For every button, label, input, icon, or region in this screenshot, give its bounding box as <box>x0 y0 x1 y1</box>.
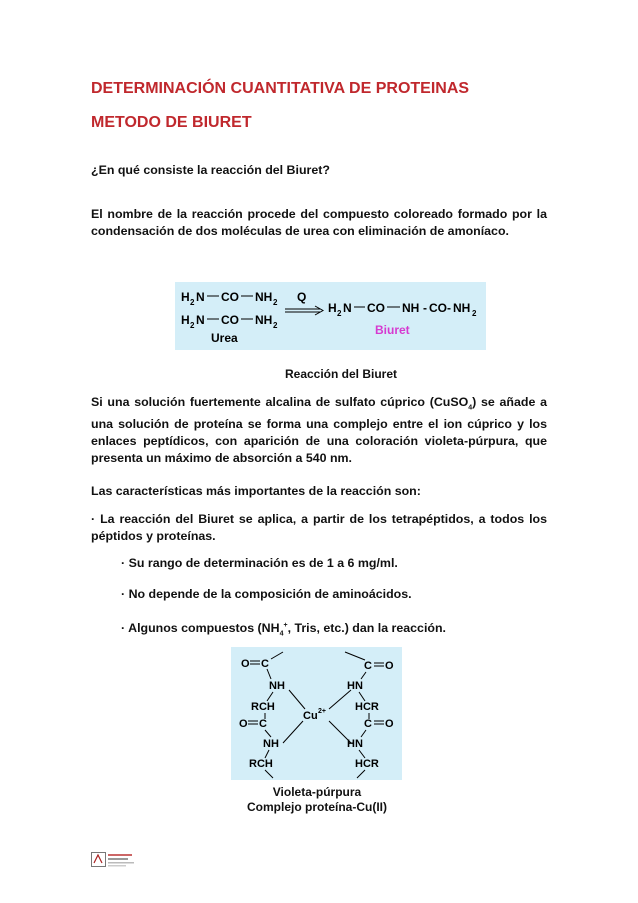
complex-svg <box>231 647 402 780</box>
bullet-4-part2: , Tris, etc.) dan la reacción. <box>287 621 446 636</box>
p-h-sub: 2 <box>337 309 342 318</box>
p-nh: NH <box>402 301 420 315</box>
bond <box>359 692 365 701</box>
hcr-2: HCR <box>355 758 379 770</box>
nh-1: NH <box>269 680 285 692</box>
coordination-bond <box>329 690 351 709</box>
nh-2: NH <box>263 738 279 750</box>
copper-complex-diagram <box>231 647 402 780</box>
p-co2: CO <box>429 301 447 315</box>
complex-caption <box>217 785 417 815</box>
p-co1: CO <box>367 301 385 315</box>
bond <box>265 750 269 758</box>
o-4: O <box>385 718 394 730</box>
p-n: N <box>343 301 352 315</box>
hn-2: HN <box>347 738 363 750</box>
r1-h-sub: 2 <box>190 298 195 307</box>
bullet-3 <box>121 586 412 603</box>
r1-h: H <box>181 290 190 304</box>
reaction-caption: Reacción del Biuret <box>284 367 398 381</box>
cu-atom: Cu <box>303 710 318 722</box>
o-2: O <box>239 718 248 730</box>
c-1: C <box>261 658 269 670</box>
bullet-icon: · <box>91 512 96 526</box>
bond <box>361 730 366 737</box>
p2-part1: Si una solución fuertemente alcalina de sulfato cúprico (CuSO <box>91 395 469 409</box>
r2-h-sub: 2 <box>190 321 195 330</box>
reaction-svg <box>175 282 486 350</box>
bullet-1 <box>91 511 547 545</box>
page-subtitle: METODO DE BIURET <box>91 114 252 131</box>
r1-co: CO <box>221 290 239 304</box>
bond <box>361 672 366 679</box>
hn-1: HN <box>347 680 363 692</box>
bond <box>357 770 365 778</box>
p-nh2: NH <box>453 301 471 315</box>
o-1: O <box>241 658 250 670</box>
r1-nh: NH <box>255 290 273 304</box>
p-nh2-sub: 2 <box>472 309 477 318</box>
bond <box>267 692 273 701</box>
c-3: C <box>364 660 372 672</box>
bullet-4-sub: 4 <box>279 630 284 638</box>
footer-logo <box>91 851 151 869</box>
coordination-bond <box>283 721 303 743</box>
r2-n: N <box>196 313 205 327</box>
arrow-head <box>315 306 323 315</box>
bond <box>265 730 271 737</box>
p2-sub: 4 <box>468 404 473 412</box>
p2-part2: ) se añade a una solución de proteína se forma una complejo entre el ion cúprico y los enlaces peptídicos, con aparición de una coloración violeta-púrpura, que presenta un máximo de absorción a 540 nm. <box>91 395 547 466</box>
bond <box>265 770 273 778</box>
bullet-4-part1: Algunos compuestos (NH <box>128 621 280 636</box>
r2-nh: NH <box>255 313 273 327</box>
coordination-bond <box>289 690 305 709</box>
bond <box>345 652 365 660</box>
bullet-4 <box>121 617 446 643</box>
r2-h: H <box>181 313 190 327</box>
p-dash2: - <box>447 301 451 315</box>
bullet-3-text: No depende de la composición de aminoácidos. <box>128 587 412 601</box>
bullet-1-text: La reacción del Biuret se aplica, a partir de los tetrapéptidos, a todos los péptidos y proteínas. <box>91 512 547 543</box>
c-4: C <box>364 718 372 730</box>
rch-2: RCH <box>249 758 273 770</box>
bullet-icon: · <box>121 556 126 570</box>
logo-icon <box>91 851 151 869</box>
o-3: O <box>385 660 394 672</box>
c-2: C <box>259 718 267 730</box>
characteristics-heading: Las características más importantes de la reacción son: <box>91 484 421 498</box>
rch-1: RCH <box>251 701 275 713</box>
p-h: H <box>328 301 337 315</box>
complex-caption-line1: Violeta-púrpura <box>272 785 362 799</box>
bullet-icon: · <box>121 587 126 601</box>
bullet-2 <box>121 555 398 572</box>
r1-nh-sub: 2 <box>273 298 278 307</box>
cu-charge: 2+ <box>318 708 326 715</box>
sulfate-paragraph <box>91 394 547 467</box>
urea-label: Urea <box>211 331 238 345</box>
bullet-icon: · <box>121 621 126 636</box>
r1-n: N <box>196 290 205 304</box>
bullet-2-text: Su rango de determinación es de 1 a 6 mg/ml. <box>128 556 398 570</box>
bond <box>359 750 365 758</box>
r2-nh-sub: 2 <box>273 321 278 330</box>
complex-caption-line2: Complejo proteína-Cu(II) <box>247 800 387 814</box>
intro-paragraph: El nombre de la reacción procede del compuesto coloreado formado por la condensación de dos moléculas de urea con eliminación de amoníaco. <box>91 207 547 238</box>
heat-q: Q <box>297 290 307 304</box>
hcr-1: HCR <box>355 701 379 713</box>
biuret-label: Biuret <box>375 323 410 337</box>
page-title: DETERMINACIÓN CUANTITATIVA DE PROTEINAS <box>91 80 470 97</box>
r2-co: CO <box>221 313 239 327</box>
bond <box>267 669 271 679</box>
bond <box>271 652 283 659</box>
bullet-4-sup: + <box>283 622 288 629</box>
biuret-reaction-diagram <box>175 282 486 350</box>
p-dash1: - <box>423 301 427 315</box>
section-question: ¿En qué consiste la reacción del Biuret? <box>91 163 330 177</box>
